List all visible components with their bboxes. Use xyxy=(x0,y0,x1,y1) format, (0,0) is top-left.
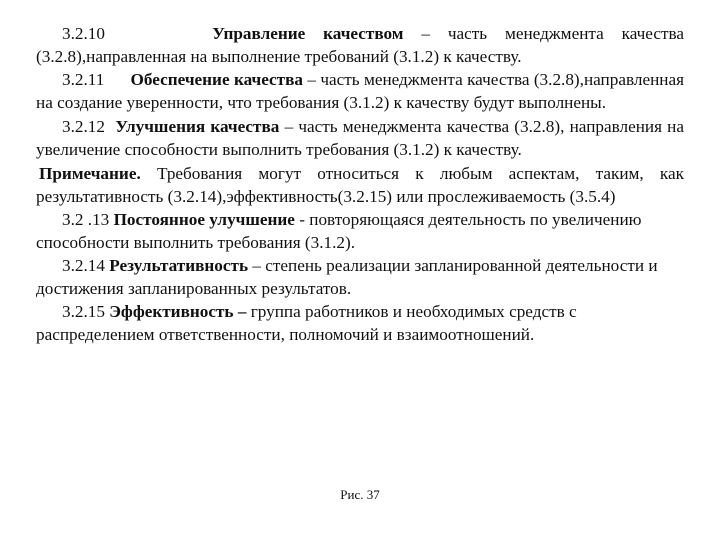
definition-text: группа работников и необходимых средств с распределением ответственности, полномочий и взаимоотношений. xyxy=(36,302,577,344)
definition-number: 3.2 .13 xyxy=(62,210,110,229)
definition-text: часть менеджмента качества (3.2.8), направления на увеличение способности выполнить требования (3.1.2) к качеству. xyxy=(36,117,685,159)
document-page xyxy=(36,22,684,346)
definition-3-2-15 xyxy=(36,300,684,346)
definition-separator: – xyxy=(403,24,448,43)
definition-text: часть менеджмента качества (3.2.8),направленная на создание уверенности, что требования (3.1.2) к качеству будут выполнены. xyxy=(36,70,685,112)
definition-separator: – xyxy=(303,70,321,89)
definition-term: Улучшения качества xyxy=(115,117,280,136)
note-paragraph xyxy=(36,162,684,208)
definition-3-2-11 xyxy=(36,68,684,114)
definition-text: повторяющаяся деятельность по увеличению способности выполнить требования (3.1.2). xyxy=(36,210,642,252)
definition-number: 3.2.10 xyxy=(62,24,105,43)
definition-3-2-10 xyxy=(36,22,684,68)
definition-number: 3.2.14 xyxy=(62,256,105,275)
definition-number: 3.2.11 xyxy=(62,70,105,89)
definition-term: Обеспечение качества xyxy=(130,70,303,89)
definition-separator: – xyxy=(248,256,266,275)
figure-caption: Рис. 37 xyxy=(340,487,380,502)
definition-3-2-13 xyxy=(36,208,684,254)
definition-term: Эффективность – xyxy=(109,302,247,321)
definition-number: 3.2.15 xyxy=(62,302,105,321)
definition-separator: - xyxy=(294,210,310,229)
definition-term: Постоянное улучшение xyxy=(113,210,295,229)
definition-3-2-12 xyxy=(36,115,684,161)
definition-separator: – xyxy=(279,117,299,136)
definition-text: степень реализации запланированной деятельности и достижения запланированных результатов. xyxy=(36,256,658,298)
definition-3-2-14 xyxy=(36,254,684,300)
definition-term: Результативность xyxy=(109,256,249,275)
note-text: Требования могут относиться к любым аспектам, таким, как результативность (3.2.14),эффективность(3.2.15) или прослеживаемость (3.5.4) xyxy=(36,164,684,206)
definition-number: 3.2.12 xyxy=(62,117,105,136)
note-label: Примечание. xyxy=(39,164,141,183)
definition-term: Управление качеством xyxy=(212,24,404,43)
definition-text: часть менеджмента качества (3.2.8),направленная на выполнение требований (3.1.2) к качеству. xyxy=(36,24,685,66)
